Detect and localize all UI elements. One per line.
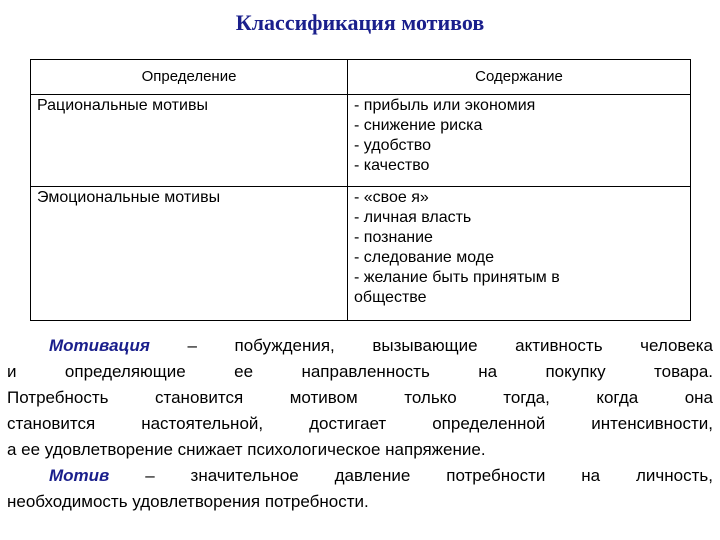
header-content: Содержание bbox=[348, 60, 691, 95]
paragraph-line: а ее удовлетворение снижает психологическое напряжение. bbox=[7, 440, 486, 459]
table-row bbox=[31, 187, 691, 321]
motive-paragraph bbox=[7, 463, 713, 515]
list-item: - удобство bbox=[354, 137, 432, 154]
list-item: - «свое я» bbox=[354, 189, 429, 206]
paragraph-line bbox=[7, 333, 713, 359]
list-item: обществе bbox=[354, 289, 427, 306]
term-motivation: Мотивация bbox=[49, 336, 150, 355]
list-item: - познание bbox=[354, 229, 433, 246]
motivation-paragraph bbox=[7, 333, 713, 463]
table-row bbox=[31, 95, 691, 187]
term-motive: Мотив bbox=[49, 466, 110, 485]
paragraph-line bbox=[7, 463, 713, 489]
motives-table bbox=[30, 59, 691, 321]
row-content bbox=[348, 187, 691, 321]
list-item: - снижение риска bbox=[354, 117, 483, 134]
list-item: - желание быть принятым в bbox=[354, 269, 560, 286]
list-item: - личная власть bbox=[354, 209, 472, 226]
table-header-row bbox=[31, 60, 691, 95]
page-title: Классификация мотивов bbox=[235, 10, 485, 35]
row-content bbox=[348, 95, 691, 187]
list-item: - следование моде bbox=[354, 249, 495, 266]
paragraph-line: становится настоятельной, достигает определенной интенсивности, bbox=[7, 414, 713, 433]
line-text: – значительное давление потребности на личность, bbox=[109, 466, 713, 485]
paragraph-line: необходимость удовлетворения потребности. bbox=[7, 492, 369, 511]
paragraph-line: Потребность становится мотивом только тогда, когда она bbox=[7, 388, 713, 407]
line-text: – побуждения, вызывающие активность человека bbox=[149, 336, 713, 355]
row-name: Эмоциональные мотивы bbox=[31, 187, 348, 321]
header-definition: Определение bbox=[31, 60, 348, 95]
list-item: - качество bbox=[354, 157, 430, 174]
list-item: - прибыль или экономия bbox=[354, 97, 536, 114]
paragraph-line: и определяющие ее направленность на покупку товара. bbox=[7, 362, 713, 381]
row-name: Рациональные мотивы bbox=[31, 95, 348, 187]
